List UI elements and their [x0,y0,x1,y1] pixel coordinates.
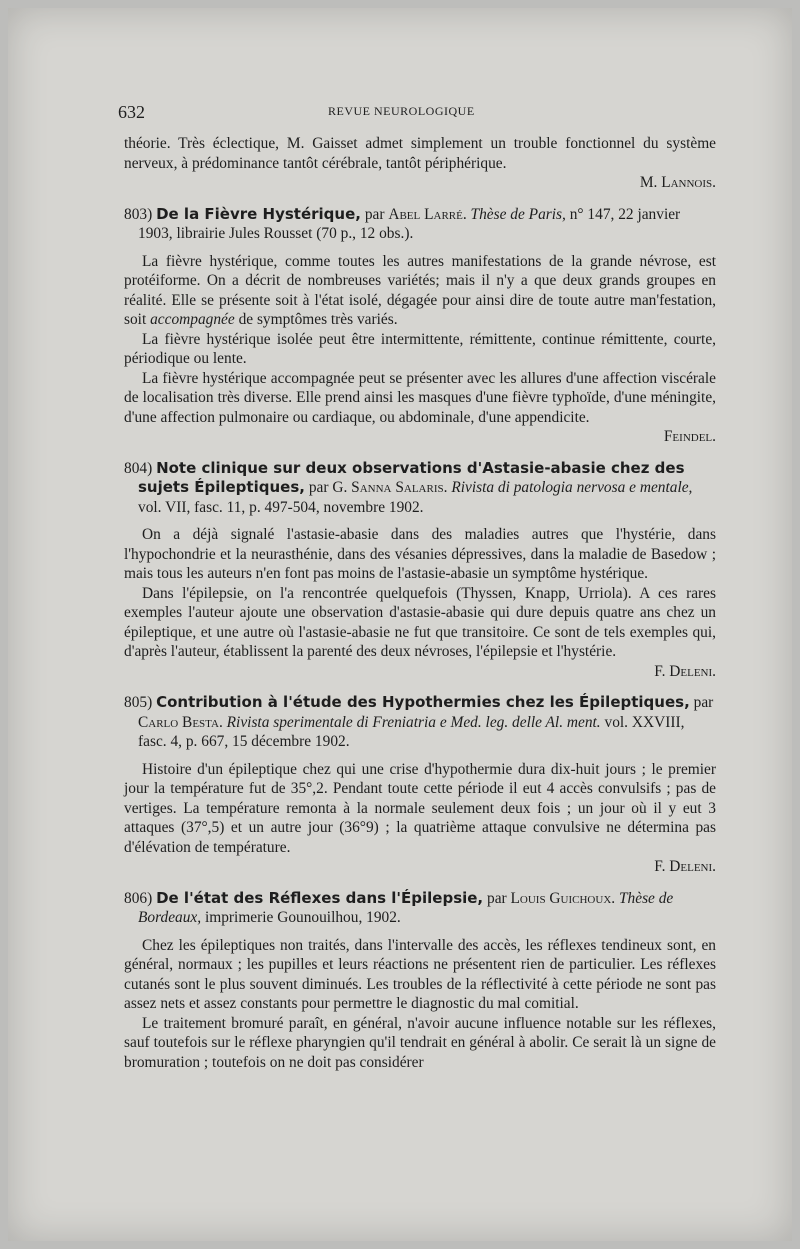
entry-author: Carlo Besta. [138,713,223,731]
entry-title: Contribution à l'étude des Hypothermies chez les Épileptiques, [156,693,690,711]
entry-citation-italic: Rivista sperimentale di Freniatria e Med. leg. delle Al. ment. [226,713,601,731]
entry-signature [124,662,716,682]
entry-paragraph [124,760,716,858]
review-entry [124,459,716,682]
entry-citation-italic: Thèse de Paris, [470,205,566,223]
entry-heading [124,205,716,244]
page-body [124,134,716,1072]
entry-number: 805) [124,694,153,711]
entry-by: par [308,479,329,496]
review-entry [124,205,716,447]
paragraph-italic: accompagnée [150,311,235,328]
paragraph-before: Dans l'épilepsie, on l'a rencontrée quelquefois (Thyssen, Knapp, Urriola). A ces rares exemples l'auteur ajoute une observation d'astasie-abasie qui dure depuis quatre ans chez un épileptique, et une autre où l'astasie-abasie ne fut que transitoire. Ce sont de tels exemples qui, d'après l'auteur, établissent la parenté des deux névroses, l'épilepsie et l'hystérie. [124,584,716,660]
entry-citation: n° 147, 22 janvier 1903, librairie Jules Rousset (70 p., 12 obs.). [138,205,681,242]
entry-citation: vol. VII, fasc. 11, p. 497-504, novembre 1902. [138,498,424,516]
entry-paragraph [124,252,716,330]
paragraph-before: On a déjà signalé l'astasie-abasie dans des maladies autres que l'hystérie, dans l'hypochondrie et la neurasthénie, dans des vésanies dépressives, dans la maladie de Basedow ; mais tous les auteurs n'en font pas moins de l'astasie-abasie un symptôme hystérique. [124,526,716,582]
entry-heading [124,459,716,518]
entry-paragraph [124,584,716,662]
paragraph-before: Le traitement bromuré paraît, en général, n'avoir aucune influence notable sur les réflexes, sauf toutefois sur le réflexe pharyngien qu'il tendrait en général à abolir. Ce serait là un signe de bromuration ; toutefois on ne doit pas considérer [124,1014,716,1071]
entry-title: De l'état des Réflexes dans l'Épilepsie, [156,888,484,907]
signature-text: F. Deleni. [654,662,716,680]
entry-author: Abel Larré. [388,205,467,223]
entry-signature [124,427,716,447]
paragraph-before: Chez les épileptiques non traités, dans l'intervalle des accès, les réflexes tendineux sont, en général, normaux ; les pupilles et leurs réactions ne présentent rien de particulier. Les réflexes cutanés sont le plus souvent diminués. Les troubles de la réflectivité à cette période ne sont pas assez nets et assez constants pour permettre le diagnostic du mal comitial. [124,936,716,1012]
entry-paragraph [124,369,716,428]
entry-number: 806) [124,889,153,907]
page-number: 632 [118,102,145,122]
entry-number: 804) [124,459,153,477]
paragraph-after: de symptômes très variés. [234,311,398,328]
entry-signature [124,857,716,877]
entry-title: De la Fièvre Hystérique, [156,204,361,223]
entry-number: 803) [124,205,153,223]
entry-title: Note clinique sur deux observations d'Astasie-abasie chez des sujets Épileptiques, [138,458,685,496]
entry-author: G. Sanna Salaris. [332,479,448,496]
entry-paragraph [124,330,716,369]
entry-paragraph [124,525,716,584]
review-entry [124,693,716,877]
entry-citation-italic: Rivista di patologia nervosa e mentale, [451,479,693,496]
page-header [118,102,718,122]
entry-citation: vol. XXVIII, fasc. 4, p. 667, 15 décembre 1902. [138,713,685,750]
paragraph-before: La fièvre hystérique accompagnée peut se présenter avec les allures d'une affection viscérale de localisation très diverse. Elle prend ainsi les masques d'une fièvre typhoïde, d'une méningite, d'une affection pulmonaire ou cardiaque, ou abdominale, d'une appendicite. [124,369,716,426]
entry-heading [124,889,716,928]
signature-text: F. Deleni. [654,858,716,875]
entry-by: par [487,889,507,907]
book-page [8,8,792,1241]
entries-list [124,205,716,1073]
entry-by: par [364,205,385,223]
paragraph-before: La fièvre hystérique isolée peut être intermittente, rémittente, continue rémittente, courte, périodique ou lente. [124,330,716,367]
intro-signature: M. Lannois. [639,174,716,191]
paragraph-before: Histoire d'un épileptique chez qui une crise d'hypothermie dura dix-huit jours ; le premier jour la température fut de 35°,2. Pendant toute cette période il eut 4 accès convulsifs ; pas de vertiges. La température remonta à la normale seulement deux fois ; un jour où il y eut 3 attaques (37°,5) et un autre jour (36°9) ; la quatrième attaque convulsive ne détermina pas d'élévation de température. [124,760,716,856]
review-entry [124,889,716,1073]
entry-paragraph [124,936,716,1014]
paragraph-before: La fièvre hystérique, comme toutes les autres manifestations de la grande névrose, est protéiforme. On a décrit de nombreuses variétés; mais il n'y a que deux grands groupes en réalité. Elle se présente soit à l'état isolé, dégagée pour ainsi dire de toute autre man'festation, soit [124,252,716,328]
running-head: REVUE NEUROLOGIQUE [328,104,475,118]
entry-heading [124,693,716,752]
entry-paragraph [124,1014,716,1073]
entry-by: par [693,694,714,711]
entry-citation: imprimerie Gounouilhou, 1902. [204,909,401,926]
entry-author: Louis Guichoux. [510,889,616,907]
intro-paragraph: théorie. Très éclectique, M. Gaisset admet simplement un trouble fonctionnel du système nerveux, à prédominance tantôt cérébrale, tantôt périphérique. [124,135,716,172]
entry-citation-italic: Thèse de Bordeaux, [138,889,674,926]
signature-text: Feindel. [663,428,716,445]
